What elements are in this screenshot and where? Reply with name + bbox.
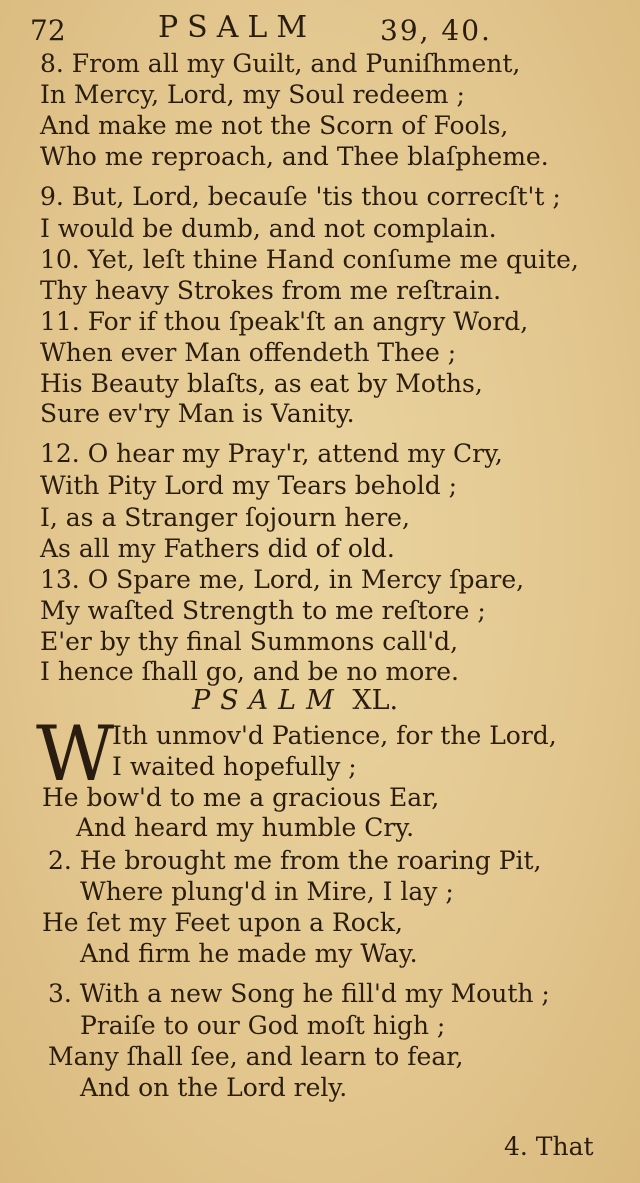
verse-line: E'er by thy final Summons call'd, [40, 627, 459, 656]
psalm-heading [192, 686, 398, 716]
verse-line: He bow'd to me a gracious Ear, [42, 783, 440, 812]
verse-line: And firm he made my Way. [80, 939, 418, 968]
page-number: 72 [30, 14, 66, 47]
verse-line: 12. O hear my Pray'r, attend my Cry, [40, 439, 503, 468]
drop-cap: W [36, 709, 115, 798]
verse-line: And on the Lord rely. [80, 1073, 348, 1102]
verse-line: I would be dumb, and not complain. [40, 214, 497, 243]
verse-line: 11. For if thou ſpeak'ſt an angry Word, [40, 307, 529, 336]
verse-line: He ſet my Feet upon a Rock, [42, 908, 403, 937]
verse-line: 3. With a new Song he fill'd my Mouth ; [48, 979, 550, 1008]
verse-line: Thy heavy Strokes from me reſtrain. [40, 276, 502, 305]
verse-line: 10. Yet, leſt thine Hand conſume me quite, [40, 245, 579, 274]
verse-line: When ever Man offendeth Thee ; [40, 338, 457, 367]
verse-line: And make me not the Scorn of Fools, [40, 111, 509, 140]
verse-line: Praiſe to our God moſt high ; [80, 1011, 446, 1040]
header-psalm-numbers: 39, 40. [380, 14, 492, 47]
running-header [30, 8, 590, 48]
verse-line: Who me reproach, and Thee blaſpheme. [40, 142, 549, 171]
psalm-heading-number: XL. [352, 685, 399, 716]
verse-line: And heard my humble Cry. [76, 813, 415, 842]
verse-line: His Beauty blaſts, as eat by Moths, [40, 369, 483, 398]
verse-line: Many ſhall ſee, and learn to fear, [48, 1042, 464, 1071]
psalm-heading-word: PSALM [192, 685, 344, 716]
verse-line: 13. O Spare me, Lord, in Mercy ſpare, [40, 565, 525, 594]
verse-line: As all my Fathers did of old. [40, 534, 395, 563]
verse-line: I hence ſhall go, and be no more. [40, 657, 459, 686]
verse-line: Sure ev'ry Man is Vanity. [40, 399, 355, 428]
verse-line: Ith unmov'd Patience, for the Lord, [112, 721, 557, 750]
verse-line: My waſted Strength to me reſtore ; [40, 596, 486, 625]
verse-line: 9. But, Lord, becauſe 'tis thou correcſt't ; [40, 182, 561, 211]
verse-line: 2. He brought me from the roaring Pit, [48, 846, 542, 875]
verse-line: 8. From all my Guilt, and Puniſhment, [40, 49, 521, 78]
verse-line: In Mercy, Lord, my Soul redeem ; [40, 80, 465, 109]
verse-line: I, as a Stranger ſojourn here, [40, 503, 410, 532]
verse-line: I waited hopefully ; [112, 752, 357, 781]
verse-line: With Pity Lord my Tears behold ; [40, 471, 458, 500]
header-title: PSALM [158, 10, 317, 45]
verse-line: Where plung'd in Mire, I lay ; [80, 877, 454, 906]
catchword: 4. That [504, 1132, 594, 1161]
